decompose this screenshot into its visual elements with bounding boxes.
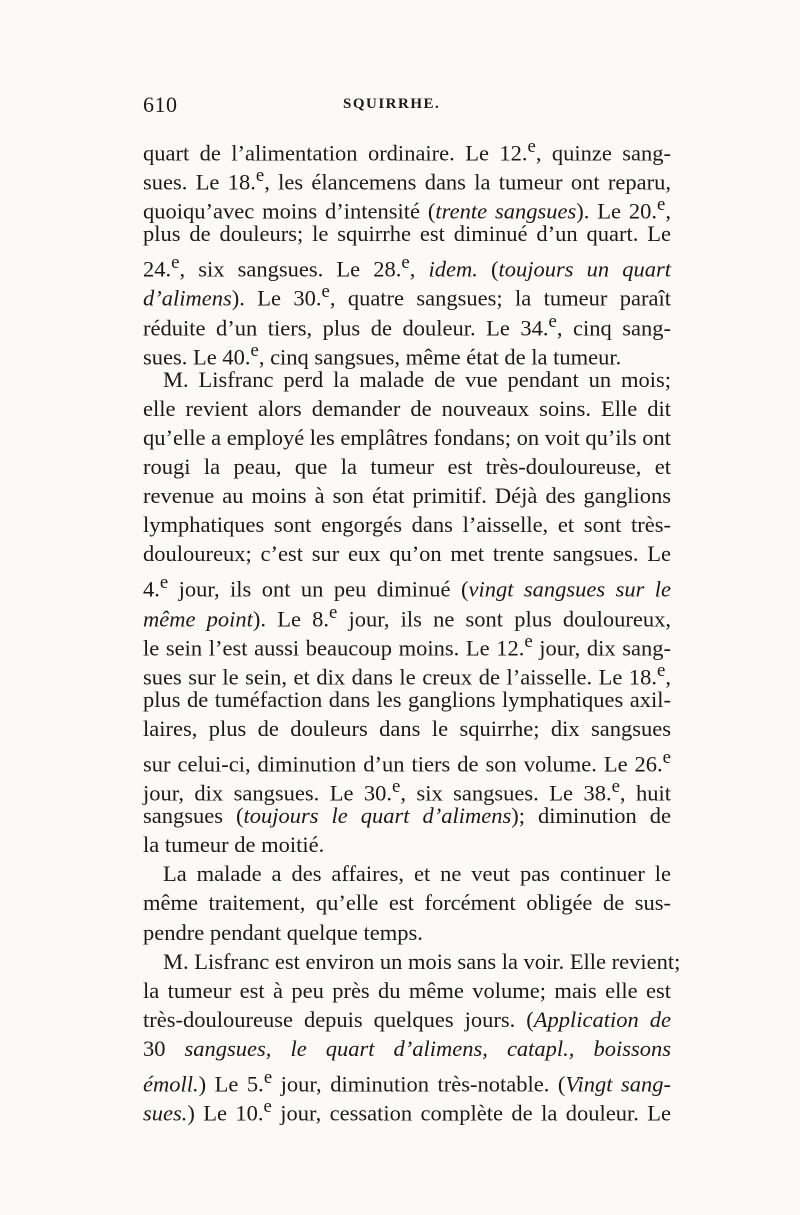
text-run: sur celui-ci, diminution d’un tiers de son volume. Le 26. bbox=[143, 751, 663, 777]
text-run: qu’elle a employé les emplâtres fondans; on voit qu’ils ont bbox=[143, 424, 672, 450]
text-line bbox=[143, 394, 671, 423]
text-run: , quinze sang- bbox=[535, 140, 671, 166]
text-line bbox=[143, 1034, 671, 1063]
text-run: jour, dix sang- bbox=[532, 635, 671, 661]
text-line bbox=[143, 714, 671, 743]
text-line bbox=[143, 452, 671, 481]
text-line bbox=[143, 976, 671, 1005]
text-run: jour, ils ne sont plus douloureux, bbox=[337, 606, 671, 631]
superscript: e bbox=[527, 136, 536, 157]
italic-text: sues. bbox=[143, 1100, 188, 1126]
text-line bbox=[143, 219, 671, 248]
text-run: rougi la peau, que la tumeur est très-douloureuse, et bbox=[143, 454, 671, 480]
text-line bbox=[143, 539, 671, 568]
text-run: ). Le 30. bbox=[231, 285, 322, 311]
text-run: ). Le 8. bbox=[252, 606, 329, 631]
text-line bbox=[143, 510, 671, 539]
superscript: e bbox=[263, 1096, 272, 1118]
text-run: , les élancemens dans la tumeur ont reparu, bbox=[264, 169, 671, 195]
text-line bbox=[143, 772, 671, 806]
text-run: ) Le 5. bbox=[198, 1071, 264, 1097]
text-run: , six sangsues. Le 38. bbox=[400, 780, 612, 806]
text-line bbox=[143, 888, 671, 917]
text-run: , quatre sangsues; la tumeur paraît bbox=[329, 285, 671, 311]
text-line bbox=[143, 656, 671, 690]
italic-text: sangsues, le quart d’alimens, catapl., boissons bbox=[165, 1035, 671, 1061]
text-run: jour, ils ont un peu diminué ( bbox=[168, 576, 469, 602]
text-run: 24. bbox=[143, 256, 172, 282]
text-run: plus de tuméfaction dans les ganglions lymphatiques axil- bbox=[143, 686, 671, 712]
text-run: la tumeur de moitié. bbox=[143, 832, 325, 858]
text-run: douloureux; c’est sur eux qu’on met trente sangsues. Le bbox=[143, 541, 671, 567]
text-run: 4. bbox=[143, 576, 160, 602]
italic-text: Application de bbox=[533, 1006, 671, 1032]
italic-text: idem. bbox=[428, 256, 478, 282]
text-run: sues. Le 40. bbox=[143, 344, 251, 370]
text-line bbox=[143, 627, 671, 661]
superscript: e bbox=[171, 252, 180, 274]
superscript: e bbox=[392, 776, 401, 798]
text-line bbox=[143, 190, 671, 224]
italic-text: d’alimens bbox=[143, 285, 232, 311]
running-head bbox=[0, 92, 800, 122]
text-line bbox=[143, 1092, 671, 1126]
superscript: e bbox=[159, 572, 169, 594]
text-run: ). Le 20. bbox=[576, 198, 658, 224]
italic-text: vingt sangsues sur le bbox=[468, 576, 672, 602]
text-run: , bbox=[409, 256, 429, 282]
text-line bbox=[143, 947, 681, 976]
text-run: La malade a des affaires, et ne veut pas continuer le bbox=[163, 861, 671, 887]
superscript: e bbox=[611, 776, 620, 798]
text-line bbox=[143, 685, 671, 714]
text-line bbox=[143, 859, 671, 888]
text-run: sues sur le sein, et dix dans le creux de l’aisselle. Le 18. bbox=[143, 664, 658, 690]
superscript: e bbox=[657, 659, 666, 681]
superscript: e bbox=[548, 310, 557, 332]
text-run: quart de l’alimentation ordinaire. Le 12. bbox=[143, 140, 528, 166]
text-line bbox=[143, 801, 671, 830]
text-run: lymphatiques sont engorgés dans l’aisselle, et sont très- bbox=[143, 512, 671, 538]
text-line bbox=[143, 918, 671, 947]
text-line bbox=[143, 365, 671, 394]
text-run: , bbox=[665, 664, 671, 690]
text-line bbox=[143, 830, 671, 859]
text-line bbox=[143, 132, 671, 166]
text-run: laires, plus de douleurs dans le squirrhe; dix sangsues bbox=[143, 715, 671, 741]
text-run: M. Lisfranc est environ un mois sans la voir. Elle revient; bbox=[163, 948, 681, 974]
superscript: e bbox=[662, 746, 671, 768]
superscript: e bbox=[524, 630, 533, 652]
text-line bbox=[143, 161, 671, 195]
text-run: , six sangsues. Le 28. bbox=[179, 256, 402, 282]
text-line bbox=[143, 481, 671, 510]
italic-text: toujours le quart d’alimens bbox=[243, 803, 512, 829]
superscript: e bbox=[250, 339, 259, 361]
text-run: jour, diminution très-notable. ( bbox=[272, 1071, 566, 1097]
italic-text: toujours un quart bbox=[498, 256, 672, 282]
italic-text: émoll. bbox=[143, 1071, 199, 1097]
text-run: , cinq sangsues, même état de la tumeur. bbox=[258, 344, 622, 370]
italic-text: même point bbox=[143, 606, 253, 631]
text-line bbox=[143, 1005, 671, 1034]
text-line bbox=[143, 743, 671, 777]
text-run: revenue au moins à son état primitif. Déjà des ganglions bbox=[143, 483, 671, 509]
page-number: 610 bbox=[143, 92, 178, 117]
superscript: e bbox=[657, 194, 666, 216]
superscript: e bbox=[329, 601, 338, 623]
running-title: SQUIRRHE. bbox=[343, 96, 441, 112]
body-text bbox=[143, 132, 681, 1126]
text-line bbox=[143, 1063, 671, 1097]
text-run: réduite d’un tiers, plus de douleur. Le 34. bbox=[143, 315, 549, 341]
text-run: la tumeur est à peu près du même volume; mais elle est bbox=[143, 977, 671, 1003]
text-line bbox=[143, 423, 671, 452]
italic-text: Vingt sang- bbox=[565, 1071, 671, 1097]
text-run: , huit bbox=[619, 780, 671, 806]
text-run: ); diminution de bbox=[511, 803, 672, 829]
text-run: jour, dix sangsues. Le 30. bbox=[143, 780, 393, 806]
superscript: e bbox=[321, 281, 330, 303]
text-line bbox=[143, 568, 672, 602]
text-run: plus de douleurs; le squirrhe est diminué d’un quart. Le bbox=[143, 221, 671, 247]
text-line bbox=[143, 336, 671, 370]
text-line bbox=[143, 307, 671, 341]
text-run: très-douloureuse depuis quelques jours. ( bbox=[143, 1006, 534, 1032]
text-line bbox=[143, 248, 672, 282]
italic-text: trente sangsues bbox=[435, 198, 577, 224]
text-run: quoiqu’avec moins d’intensité ( bbox=[143, 198, 436, 224]
superscript: e bbox=[263, 1067, 273, 1088]
superscript: e bbox=[255, 165, 265, 187]
text-run: jour, cessation complète de la douleur. Le bbox=[271, 1100, 671, 1126]
text-run: ) Le 10. bbox=[187, 1100, 264, 1126]
text-run: le sein l’est aussi beaucoup moins. Le 12. bbox=[143, 635, 525, 661]
text-line bbox=[143, 277, 671, 311]
text-run: M. Lisfranc perd la malade de vue pendant un mois; bbox=[163, 366, 671, 392]
text-run: elle revient alors demander de nouveaux soins. Elle dit bbox=[143, 395, 671, 421]
text-run: même traitement, qu’elle est forcément obligée de sus- bbox=[143, 890, 671, 916]
text-run: pendre pendant quelque temps. bbox=[143, 919, 423, 945]
text-run: sangsues ( bbox=[143, 803, 244, 829]
text-line bbox=[143, 598, 671, 631]
text-run: , bbox=[665, 198, 671, 224]
text-run: ( bbox=[477, 256, 499, 282]
superscript: e bbox=[401, 252, 410, 274]
text-run: sues. Le 18. bbox=[143, 169, 256, 195]
text-run: 30 bbox=[143, 1035, 166, 1061]
text-run: , cinq sang- bbox=[556, 315, 671, 341]
